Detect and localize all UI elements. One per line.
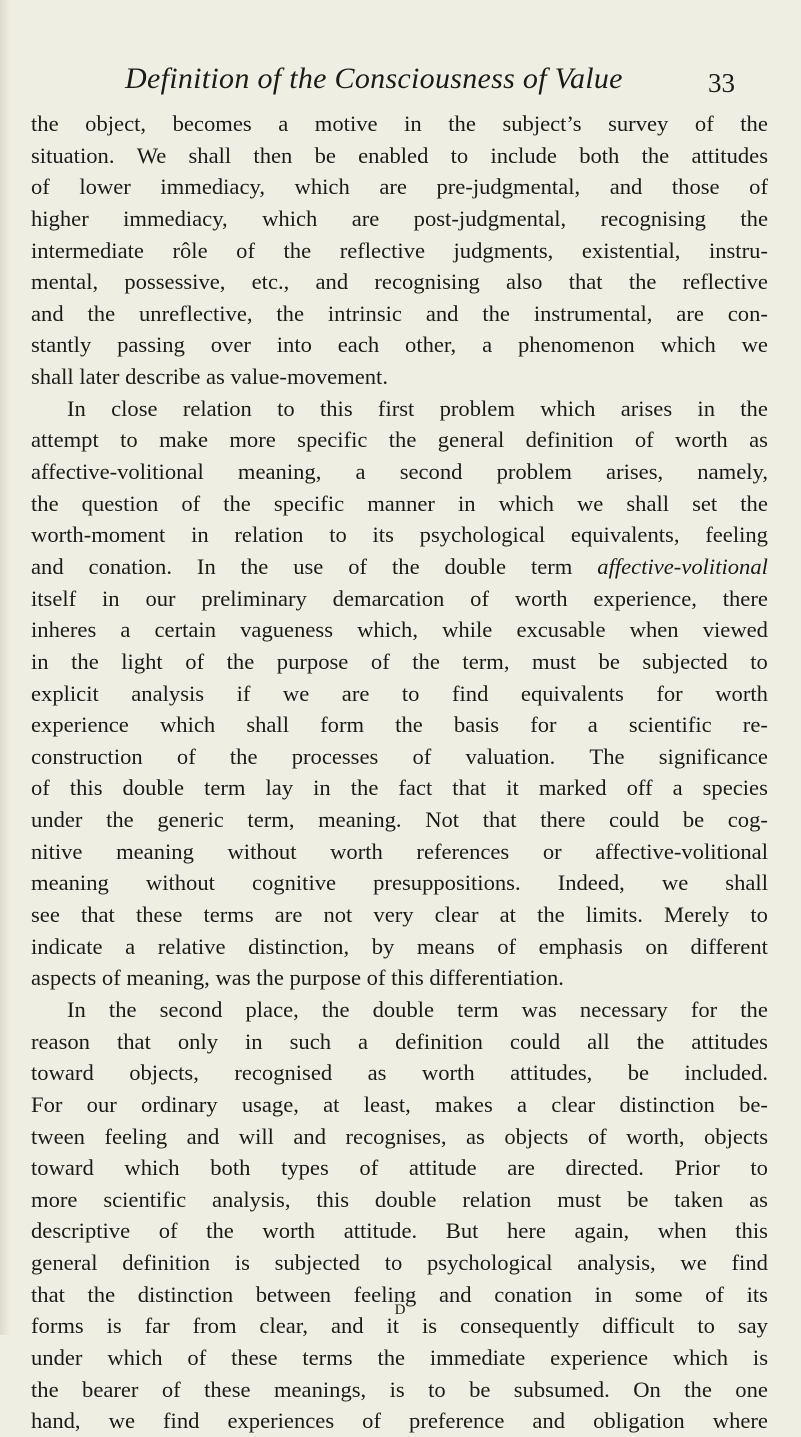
text-line: and the unreflective, the intrinsic and the instrumental, are con-: [31, 300, 768, 326]
text-line: toward which both types of attitude are directed. Prior to: [31, 1155, 768, 1181]
page-number: 33: [708, 68, 735, 98]
text-line: that the distinction between feeling and conation in some of its: [31, 1281, 768, 1307]
text-line: In the second place, the double term was necessary for the: [67, 996, 768, 1022]
text-line: attempt to make more specific the general definition of worth as: [31, 427, 768, 453]
text-line: meaning without cognitive presuppositions. Indeed, we shall: [31, 870, 768, 896]
text-line: in the light of the purpose of the term, must be subjected to: [31, 648, 768, 674]
text-line: inheres a certain vagueness which, while excusable when viewed: [31, 617, 768, 643]
text-line: toward objects, recognised as worth attitudes, be included.: [31, 1060, 768, 1086]
page-edge: [0, 0, 10, 1335]
text-line: tween feeling and will and recognises, as objects of worth, objects: [31, 1123, 768, 1149]
text-line: nitive meaning without worth references or affective-volitional: [31, 838, 768, 864]
text-line: intermediate rôle of the reflective judgments, existential, instru-: [31, 237, 768, 263]
text-line: under which of these terms the immediate experience which is: [31, 1344, 768, 1370]
text-line: explicit analysis if we are to find equivalents for worth: [31, 680, 768, 706]
text-line: the question of the specific manner in which we shall set the: [31, 490, 768, 516]
text-line: see that these terms are not very clear at the limits. Merely to: [31, 902, 768, 928]
text-line: reason that only in such a definition could all the attitudes: [31, 1028, 768, 1054]
text-line: aspects of meaning, was the purpose of this differentiation.: [31, 965, 564, 991]
text-line: and conation. In the use of the double term affective-volitional: [31, 553, 768, 579]
text-line: situation. We shall then be enabled to include both the attitudes: [31, 142, 768, 168]
text-line: of lower immediacy, which are pre-judgmental, and those of: [31, 174, 768, 200]
text-line: itself in our preliminary demarcation of worth experience, there: [31, 585, 768, 611]
text-line: under the generic term, meaning. Not that there could be cog-: [31, 807, 768, 833]
text-line: stantly passing over into each other, a phenomenon which we: [31, 332, 768, 358]
text-line: indicate a relative distinction, by means of emphasis on different: [31, 933, 768, 959]
text-line: For our ordinary usage, at least, makes a clear distinction be-: [31, 1091, 768, 1117]
page-header: [125, 62, 735, 102]
text-line: higher immediacy, which are post-judgmental, recognising the: [31, 205, 768, 231]
text-line: hand, we find experiences of preference and obligation where: [31, 1408, 768, 1434]
text-line: In close relation to this first problem which arises in the: [67, 395, 768, 421]
text-line: construction of the processes of valuation. The significance: [31, 743, 768, 769]
text-line: descriptive of the worth attitude. But here again, when this: [31, 1218, 768, 1244]
text-line: general definition is subjected to psychological analysis, we find: [31, 1250, 768, 1276]
running-title: Definition of the Consciousness of Value: [125, 62, 623, 95]
text-line: shall later describe as value-movement.: [31, 364, 388, 390]
body-text: [31, 108, 768, 1437]
signature-mark: D: [394, 1302, 407, 1318]
text-line: the object, becomes a motive in the subject’s survey of the: [31, 111, 768, 136]
text-line: worth-moment in relation to its psychological equivalents, feeling: [31, 522, 768, 548]
text-line: affective-volitional meaning, a second problem arises, namely,: [31, 459, 768, 485]
text-line: the bearer of these meanings, is to be subsumed. On the one: [31, 1376, 768, 1402]
text-line: forms is far from clear, and it is consequently difficult to say: [31, 1313, 768, 1339]
text-line: more scientific analysis, this double relation must be taken as: [31, 1186, 768, 1212]
text-line: mental, possessive, etc., and recognising also that the reflective: [31, 269, 768, 295]
text-line: experience which shall form the basis for a scientific re-: [31, 712, 768, 738]
text-line: of this double term lay in the fact that it marked off a species: [31, 775, 768, 801]
